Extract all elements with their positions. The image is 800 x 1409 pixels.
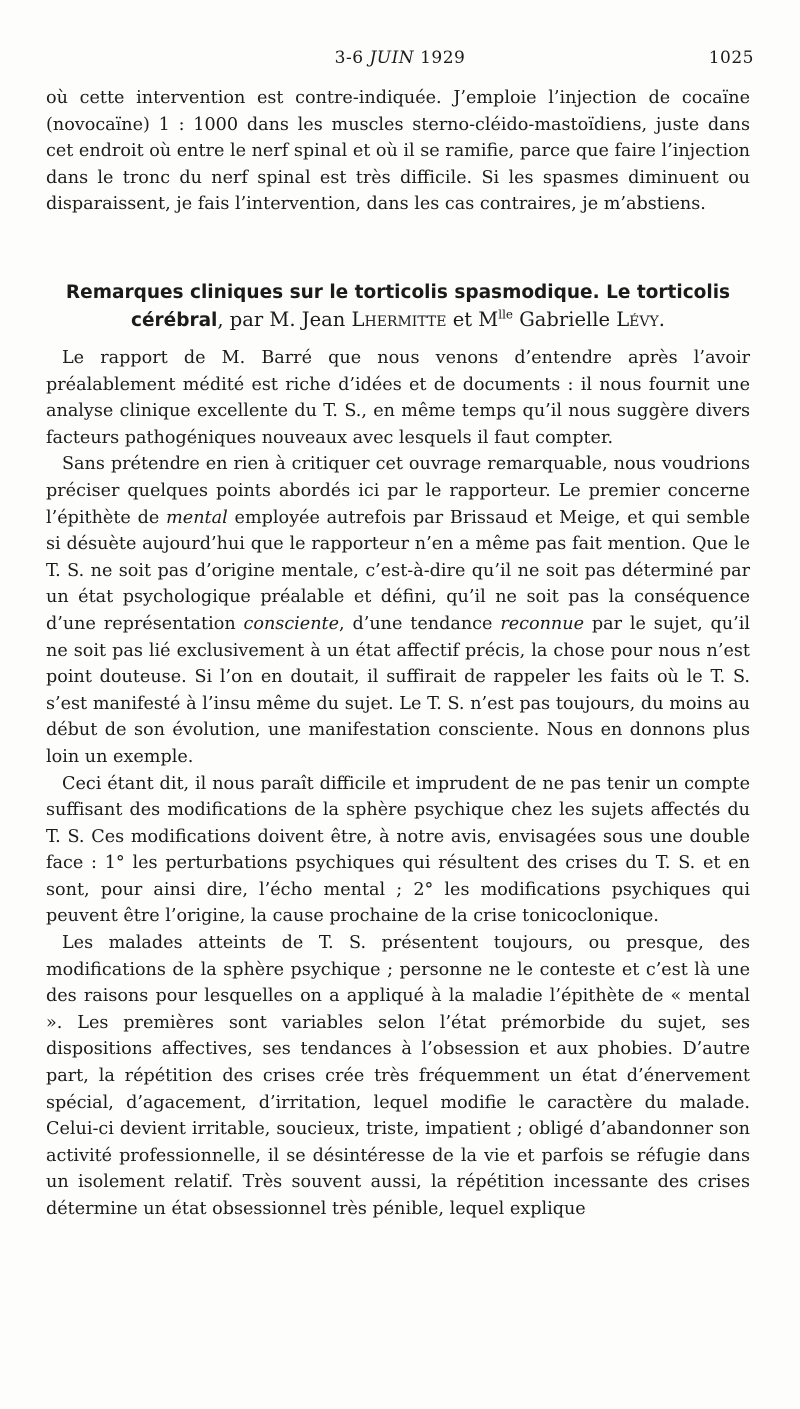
paragraph-2-part-d: par le sujet, qu’il ne soit pas lié exclusivement à un état affectif précis, la chose pour nous n’est point douteuse. Si l’on en doutait, il suffirait de rappeler les faits où le T. S. s’est manifesté à l’insu même du sujet. Le T. S. n’est pas toujours, du moins au début de son évolution, une manifestation consciente. Nous en donnons plus loin un exemple. xyxy=(46,613,750,767)
article-title xyxy=(46,278,750,334)
date-month: JUIN xyxy=(369,48,415,68)
paragraph-2 xyxy=(46,451,750,770)
title-part-2: cérébral xyxy=(131,310,218,331)
paragraph-1: Le rapport de M. Barré que nous venons d’entendre après l’avoir préalablement médité est riche d’idées et de documents : il nous fournit une analyse clinique excellente du T. S., en même temps qu’il nous suggère divers facteurs pathogéniques nouveaux avec lesquels il faut compter. xyxy=(46,348,750,448)
author-2-given: Gabrielle xyxy=(513,308,617,331)
article-body xyxy=(46,345,750,1223)
byline-and: et M xyxy=(446,308,499,331)
paragraph-4: Les malades atteints de T. S. présentent toujours, ou presque, des modifications de la sphère psychique ; personne ne le conteste et c’est là une des raisons pour lesquelles on a appliqué à la maladie l’épithète de « mental ». Les premières sont variables selon l’état prémorbide du sujet, ses dispositions affectives, ses tendances à l’obsession et aux phobies. D’autre part, la répétition des crises crée très fréquemment un état d’énervement spécial, d’agacement, d’irritation, lequel modifie le caractère du malade. Celui-ci devient irritable, soucieux, triste, impatient ; obligé d’abandonner son activité professionnelle, il se désintéresse de la vie et parfois se réfugie dans un isolement relatif. Très souvent aussi, la répétition incessante des crises détermine un état obsessionnel très pénible, lequel explique xyxy=(46,933,750,1219)
date-year: 1929 xyxy=(420,48,466,68)
byline-prefix: , par M. Jean xyxy=(217,308,352,331)
paragraph-3: Ceci étant dit, il nous paraît difficile et imprudent de ne pas tenir un compte suffisant des modifications de la sphère psychique chez les sujets affectés du T. S. Ces modifications doivent être, à notre avis, envisagées sous une double face : 1° les perturbations psychiques qui résultent des crises du T. S. et en sont, pour ainsi dire, l’écho mental ; 2° les modifications psychiques qui peuvent être l’origine, la cause prochaine de la crise tonicoclonique. xyxy=(46,773,750,927)
page-number: 1025 xyxy=(708,48,754,68)
date-days: 3-6 xyxy=(334,48,364,68)
title-end: . xyxy=(658,308,665,331)
intro-paragraph: où cette intervention est contre-indiquée. J’emploie l’injection de cocaïne (novocaïne) 1 : 1000 dans les muscles sterno-cléido-mastoïdiens, juste dans cet endroit où entre le nerf spinal et où il se ramifie, parce que faire l’injection dans le tronc du nerf spinal est très difficile. Si les spasmes diminuent ou disparaissent, je fais l’intervention, dans les cas contraires, je m’abstiens. xyxy=(46,88,751,215)
issue-date xyxy=(46,48,754,68)
intro-text-block xyxy=(46,85,750,218)
emphasis-mental: mental xyxy=(166,507,228,528)
running-header xyxy=(46,48,754,72)
paragraph-2-part-b: employée autrefois par Brissaud et Meige, et qui semble si désuète aujourd’hui que le rapporteur n’en a même pas fait mention. Que le T. S. ne soit pas d’origine mentale, c’est-à-dire qu’il ne soit pas déterminé par un état psychologique préalable et défini, qu’il ne soit pas la conséquence d’une représentation xyxy=(46,507,750,634)
mlle-superscript: lle xyxy=(498,307,514,322)
author-2-surname: Lévy xyxy=(616,308,659,331)
title-part-1: Remarques cliniques sur le torticolis spasmodique. Le torticolis xyxy=(65,282,731,303)
emphasis-consciente: consciente xyxy=(243,613,340,634)
paragraph-2-part-c: , d’une tendance xyxy=(339,613,501,634)
author-1-surname: Lhermitte xyxy=(351,308,447,331)
emphasis-reconnue: reconnue xyxy=(500,613,584,634)
paragraph-2-part-a: Sans prétendre en rien à critiquer cet ouvrage remarquable, nous voudrions préciser quelques points abordés ici par le rapporteur. Le premier concerne l’épithète de xyxy=(46,454,750,528)
